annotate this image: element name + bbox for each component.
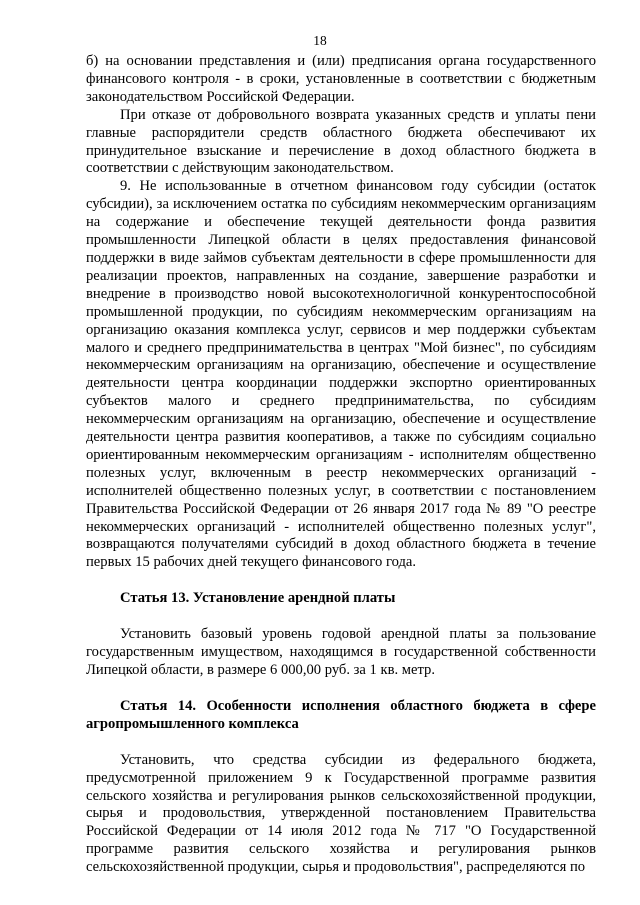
paragraph-subsidy-distribution: Установить, что средства субсидии из федерального бюджета, предусмотренной приложением 9 к Государственной программе развития сельского хозяйства и регулирования рынков сельскохозяйственной продукции, сырья и продовольствия, утвержденной постановлением Правительства Российской Федерации от 14 июля 2012 года № 717 "О Государственной программе развития сельского хозяйства и регулирования рынков сельскохозяйственной продукции, сырья и продовольствия", распределяются по: [86, 751, 596, 876]
article-14-heading: Статья 14. Особенности исполнения областного бюджета в сфере агропромышленного комплекса: [86, 697, 596, 732]
paragraph-item-b: б) на основании представления и (или) предписания органа государственного финансового контроля - в сроки, установленные в соответствии с бюджетным законодательством Российской Федерации.: [86, 53, 596, 105]
document-body: [86, 53, 596, 877]
spacer: [86, 680, 596, 698]
spacer: [86, 608, 596, 626]
spacer: [86, 572, 596, 590]
page-number: 18: [313, 33, 327, 48]
article-13-heading: Статья 13. Установление арендной платы: [120, 590, 396, 607]
paragraph-rent-level: Установить базовый уровень годовой арендной платы за пользование государственным имуществом, находящимся в государственной собственности Липецкой области, в размере 6 000,00 руб. за 1 кв. метр.: [86, 626, 596, 678]
spacer: [86, 734, 596, 752]
paragraph-refusal-refund: При отказе от добровольного возврата указанных средств и уплаты пени главные распорядители средств областного бюджета обеспечивают их принудительное взыскание и перечисление в доход областного бюджета в соответствии с действующим законодательством.: [86, 106, 596, 177]
paragraph-item-9: 9. Не использованные в отчетном финансовом году субсидии (остаток субсидии), за исключением остатка по субсидиям некоммерческим организациям на содержание и обеспечение текущей деятельности фонда развития промышленности Липецкой области в целях предоставления финансовой поддержки в виде займов субъектам деятельности в сфере промышленности для реализации проектов, направленных на создание, завершение разработки и внедрение в производство новой высокотехнологичной конкурентоспособной промышленной продукции, по субсидиям некоммерческим организациям на организацию оказания комплекса услуг, сервисов и мер поддержки субъектам малого и среднего предпринимательства в центрах "Мой бизнес", по субсидиям некоммерческим организациям на организацию, обеспечение и осуществление деятельности центра координации поддержки экспортно ориентированных субъектов малого и среднего предпринимательства, по субсидиям некоммерческим организациям на организацию, обеспечение и осуществление деятельности центра развития кооперативов, а также по субсидиям социально ориентированным некоммерческим организациям - исполнителям общественно полезных услуг, включенным в реестр некоммерческих организаций - исполнителей общественно полезных услуг, в соответствии с постановлением Правительства Российской Федерации от 26 января 2017 года № 89 "О реестре некоммерческих организаций - исполнителей общественно полезных услуг", возвращаются получателями субсидий в доход областного бюджета в течение первых 15 рабочих дней текущего финансового года.: [86, 178, 596, 571]
